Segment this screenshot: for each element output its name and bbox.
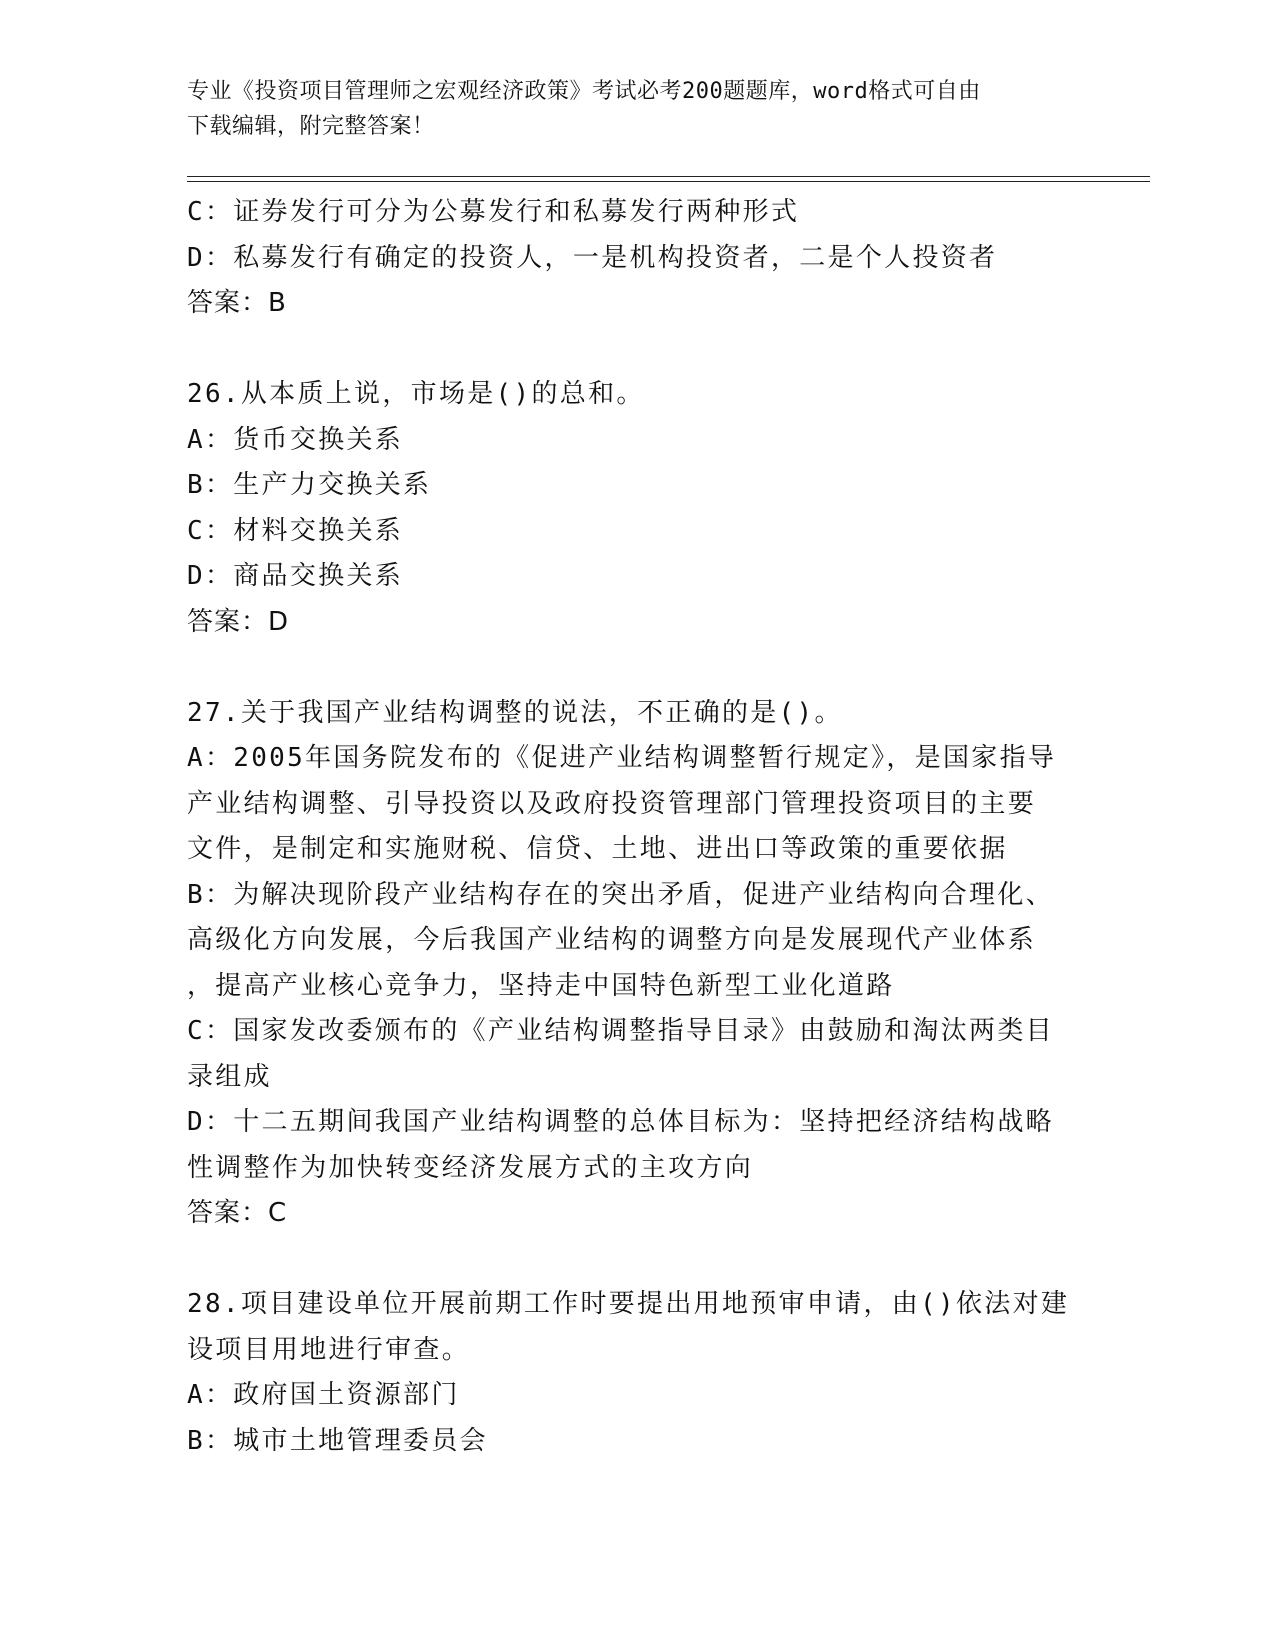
- text-line: 性调整作为加快转变经济发展方式的主攻方向: [187, 1152, 754, 1183]
- header-divider-top: [187, 176, 1150, 177]
- answer-line: 答案：B: [187, 288, 287, 318]
- header-line-1: 专业《投资项目管理师之宏观经济政策》考试必考200题题库，word格式可自由: [187, 79, 981, 104]
- text-line: 26.从本质上说，市场是()的总和。: [187, 379, 645, 409]
- text-line: C：国家发改委颁布的《产业结构调整指导目录》由鼓励和淘汰两类目: [187, 1016, 1054, 1046]
- text-line: 28.项目建设单位开展前期工作时要提出用地预审申请，由()依法对建: [187, 1289, 1070, 1319]
- document-header: [187, 74, 1067, 144]
- text-line: B：为解决现阶段产业结构存在的突出矛盾，促进产业结构向合理化、: [187, 879, 1054, 910]
- text-line: A：货币交换关系: [187, 424, 404, 455]
- text-line: C：材料交换关系: [187, 515, 404, 546]
- text-line: 27.关于我国产业结构调整的说法，不正确的是()。: [187, 697, 843, 728]
- text-line: ，提高产业核心竞争力，坚持走中国特色新型工业化道路: [187, 970, 895, 1001]
- text-line: B：生产力交换关系: [187, 470, 432, 500]
- header-line-2: 下载编辑，附完整答案！: [187, 114, 435, 139]
- answer-line: 答案：D: [187, 606, 290, 637]
- text-line: 文件，是制定和实施财税、信贷、土地、进出口等政策的重要依据: [187, 834, 1008, 864]
- text-line: C：证券发行可分为公募发行和私募发行两种形式: [187, 197, 800, 227]
- blank-line: [187, 327, 1087, 373]
- text-line: 设项目用地进行审查。: [187, 1334, 471, 1365]
- text-line: D：十二五期间我国产业结构调整的总体目标为：坚持把经济结构战略: [187, 1107, 1054, 1137]
- answer-line: 答案：C: [187, 1198, 288, 1228]
- text-line: 高级化方向发展，今后我国产业结构的调整方向是发展现代产业体系: [187, 925, 1037, 955]
- text-line: A：政府国土资源部门: [187, 1380, 460, 1410]
- blank-line: [187, 645, 1087, 691]
- text-line: D：商品交换关系: [187, 561, 404, 591]
- document-body: [187, 190, 1087, 1464]
- text-line: 产业结构调整、引导投资以及政府投资管理部门管理投资项目的主要: [187, 788, 1037, 819]
- text-line: A：2005年国务院发布的《促进产业结构调整暂行规定》，是国家指导: [187, 743, 1057, 773]
- blank-line: [187, 1237, 1087, 1283]
- text-line: D：私募发行有确定的投资人，一是机构投资者，二是个人投资者: [187, 242, 998, 273]
- header-divider-bottom: [187, 181, 1150, 182]
- text-line: B：城市土地管理委员会: [187, 1425, 488, 1456]
- text-line: 录组成: [187, 1061, 272, 1092]
